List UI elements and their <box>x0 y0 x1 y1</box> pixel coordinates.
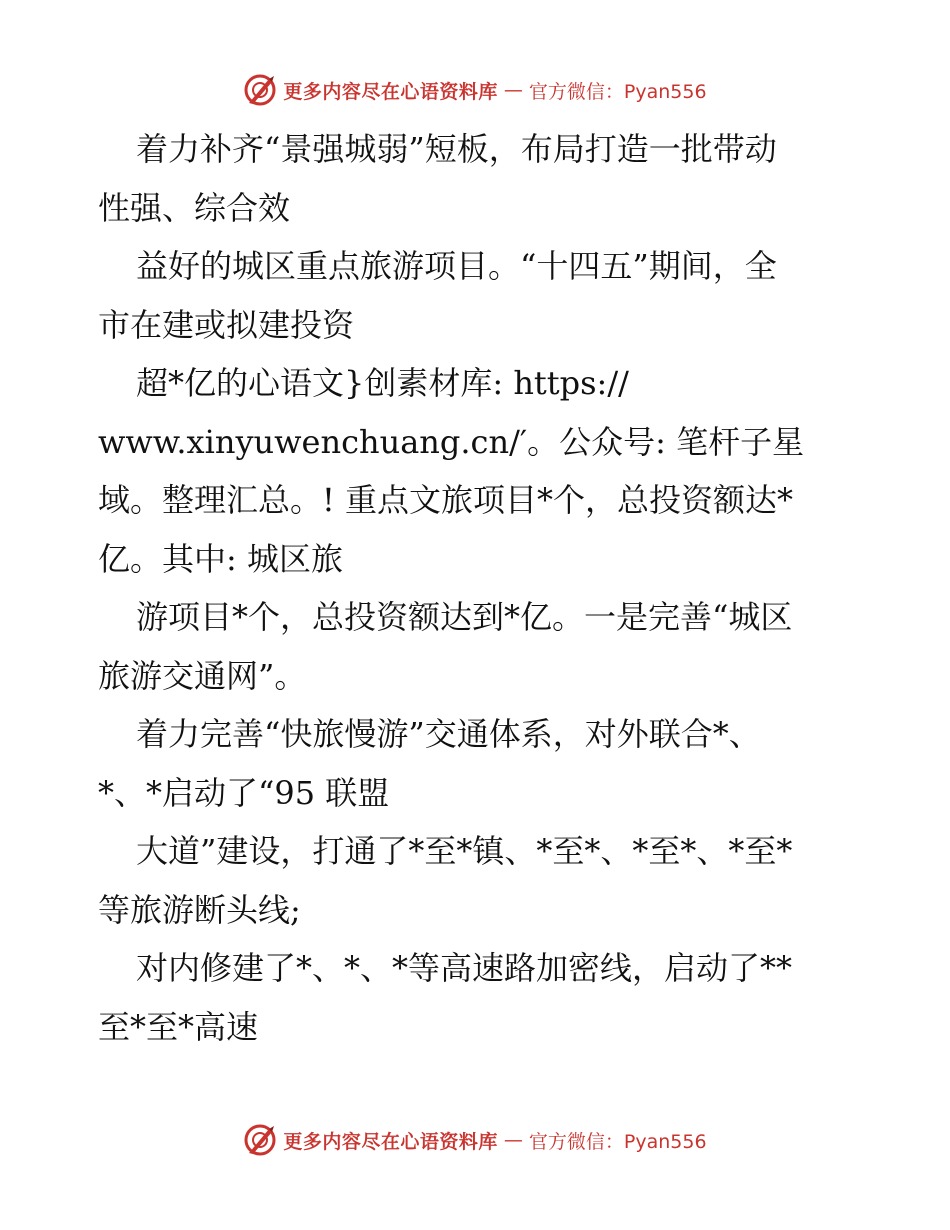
footer-separator: — <box>503 1129 523 1151</box>
text-line: *、*启动了“95 联盟 <box>98 773 390 812</box>
text-line: 性强、综合效 <box>98 188 291 227</box>
text-line: 超*亿的心语文}创素材库: https:// <box>136 364 629 402</box>
text-line: 游项目*个，总投资额达到*亿。一是完善“城区 <box>136 598 793 636</box>
text-line: 亿。其中: 城区旅 <box>98 539 343 578</box>
text-line: 大道”建设，打通了*至*镇、*至*、*至*、*至* <box>136 832 793 870</box>
text-line: 着力补齐“景强城弱”短板，布局打造一批带动 <box>136 130 777 168</box>
text-line: 着力完善“快旅慢游”交通体系，对外联合*、 <box>136 715 761 753</box>
text-line: 益好的城区重点旅游项目。“十四五”期间，全 <box>136 247 777 285</box>
footer-site-text: 更多内容尽在心语资料库 <box>283 1130 498 1153</box>
body-text <box>98 120 858 1056</box>
header-site-text: 更多内容尽在心语资料库 <box>283 80 498 103</box>
text-line: 旅游交通网”。 <box>98 656 307 695</box>
header-separator: — <box>503 79 523 101</box>
footer-wechat-text: 官方微信：Pyan556 <box>528 1130 707 1153</box>
text-line: 域。整理汇总。! 重点文旅项目*个，总投资额达* <box>98 481 794 519</box>
header-wechat-text: 官方微信：Pyan556 <box>528 80 707 103</box>
text-line: 至*至*高速 <box>98 1007 259 1046</box>
quill-logo-icon <box>243 73 277 107</box>
header-banner <box>0 70 950 110</box>
text-line: 对内修建了*、*、*等高速路加密线，启动了** <box>136 949 793 987</box>
text-line: www.xinyuwenchuang.cn/′。公众号: 笔杆子星 <box>98 422 805 461</box>
text-line: 等旅游断头线; <box>98 890 301 929</box>
quill-logo-icon <box>243 1123 277 1157</box>
footer-banner <box>0 1120 950 1160</box>
text-line: 市在建或拟建投资 <box>98 305 355 344</box>
